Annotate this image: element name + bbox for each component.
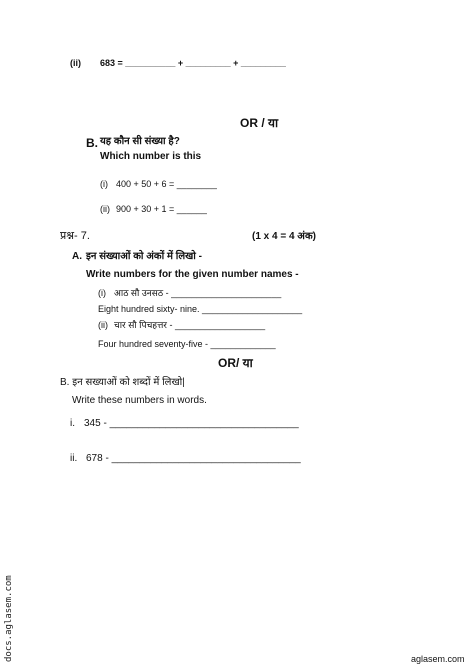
- section-b-label: B.: [86, 136, 98, 150]
- item-hindi: चार सौ पिचहत्तर - __________________: [114, 320, 266, 330]
- item-english: Eight hundred sixty- nine. ____________________: [98, 304, 303, 314]
- section-a-label: A.: [72, 251, 82, 262]
- section-b2-hindi-title: B. इन सख्याओं को शब्दों में लिखो|: [60, 377, 185, 388]
- item-label: ii.: [70, 453, 78, 464]
- item-label: i.: [70, 418, 75, 429]
- item-text: 678 - __________________________________: [86, 453, 301, 464]
- item-hindi: आठ सौ उनसठ - ______________________: [114, 288, 282, 298]
- item-english: Four hundred seventy-five - _____________: [98, 339, 276, 349]
- item-label: (ii): [98, 320, 108, 330]
- question-label: (ii): [70, 58, 81, 68]
- footer-brand: aglasem.com: [411, 654, 465, 664]
- item-label: (i): [100, 179, 108, 189]
- question-number: प्रश्न- 7.: [60, 230, 90, 242]
- section-b-hindi-title: यह कौन सी संख्या है?: [100, 136, 180, 147]
- item-text: 400 + 50 + 6 = ________: [116, 179, 217, 189]
- section-a-english-title: Write numbers for the given number names -: [86, 269, 299, 280]
- section-b-english-title: Which number is this: [100, 151, 202, 162]
- item-label: (ii): [100, 204, 110, 214]
- section-a-hindi-title: इन संख्याओं को अंकों में लिखो -: [86, 251, 202, 262]
- or-separator: OR/ या: [218, 356, 253, 370]
- question-marks: (1 x 4 = 4 अंक): [252, 231, 316, 242]
- side-watermark-text: docs.aglasem.com: [4, 575, 14, 662]
- question-equation: 683 = __________ + _________ + _________: [100, 58, 286, 68]
- section-b2-english-title: Write these numbers in words.: [72, 395, 207, 406]
- item-text: 345 - __________________________________: [84, 418, 299, 429]
- item-label: (i): [98, 288, 106, 298]
- or-separator: OR / या: [240, 116, 279, 130]
- item-text: 900 + 30 + 1 = ______: [116, 204, 207, 214]
